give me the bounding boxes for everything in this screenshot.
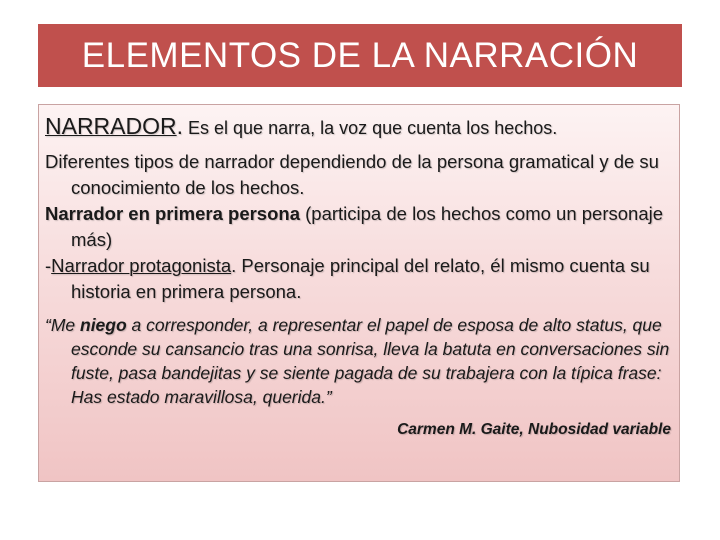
tipos-paragraph: Diferentes tipos de narrador dependiendo de la persona gramatical y de su conocimiento de los hechos. xyxy=(45,151,659,198)
narrador-definition-text: Es el que narra, la voz que cuenta los hechos. xyxy=(183,118,558,138)
quote-author: Carmen M. Gaite, Nubosidad variable xyxy=(397,421,671,438)
narrador-definition xyxy=(45,113,673,141)
primera-persona-term: Narrador en primera persona xyxy=(45,203,300,224)
narrador-term-period: . xyxy=(176,113,184,139)
protagonista-paragraph xyxy=(45,253,673,305)
quote-text: a corresponder, a representar el papel de esposa de alto status, que esconde su cansancio tras una sonrisa, lleva la batuta en conversaciones sin fuste, pasa bandejitas y se siente pagada de su trabajera con la típica frase: Has estado maravillosa, querida.” xyxy=(71,315,670,407)
quote-paragraph xyxy=(45,313,673,409)
quote-open: “Me xyxy=(45,315,80,335)
slide-title-bar xyxy=(38,24,682,87)
protagonista-dash: - xyxy=(45,255,52,276)
content-box xyxy=(38,104,680,482)
narrador-term: NARRADOR xyxy=(45,113,177,139)
protagonista-term: Narrador protagonista xyxy=(51,255,232,276)
quote-bold-word: niego xyxy=(80,315,127,335)
protagonista-text: . Personaje principal del relato, él mismo cuenta su historia en primera persona. xyxy=(71,255,650,302)
slide-title: ELEMENTOS DE LA NARRACIÓN xyxy=(81,35,639,75)
primera-persona-paragraph xyxy=(45,201,673,253)
primera-persona-text: (participa de los hechos como un personaje más) xyxy=(71,203,664,250)
